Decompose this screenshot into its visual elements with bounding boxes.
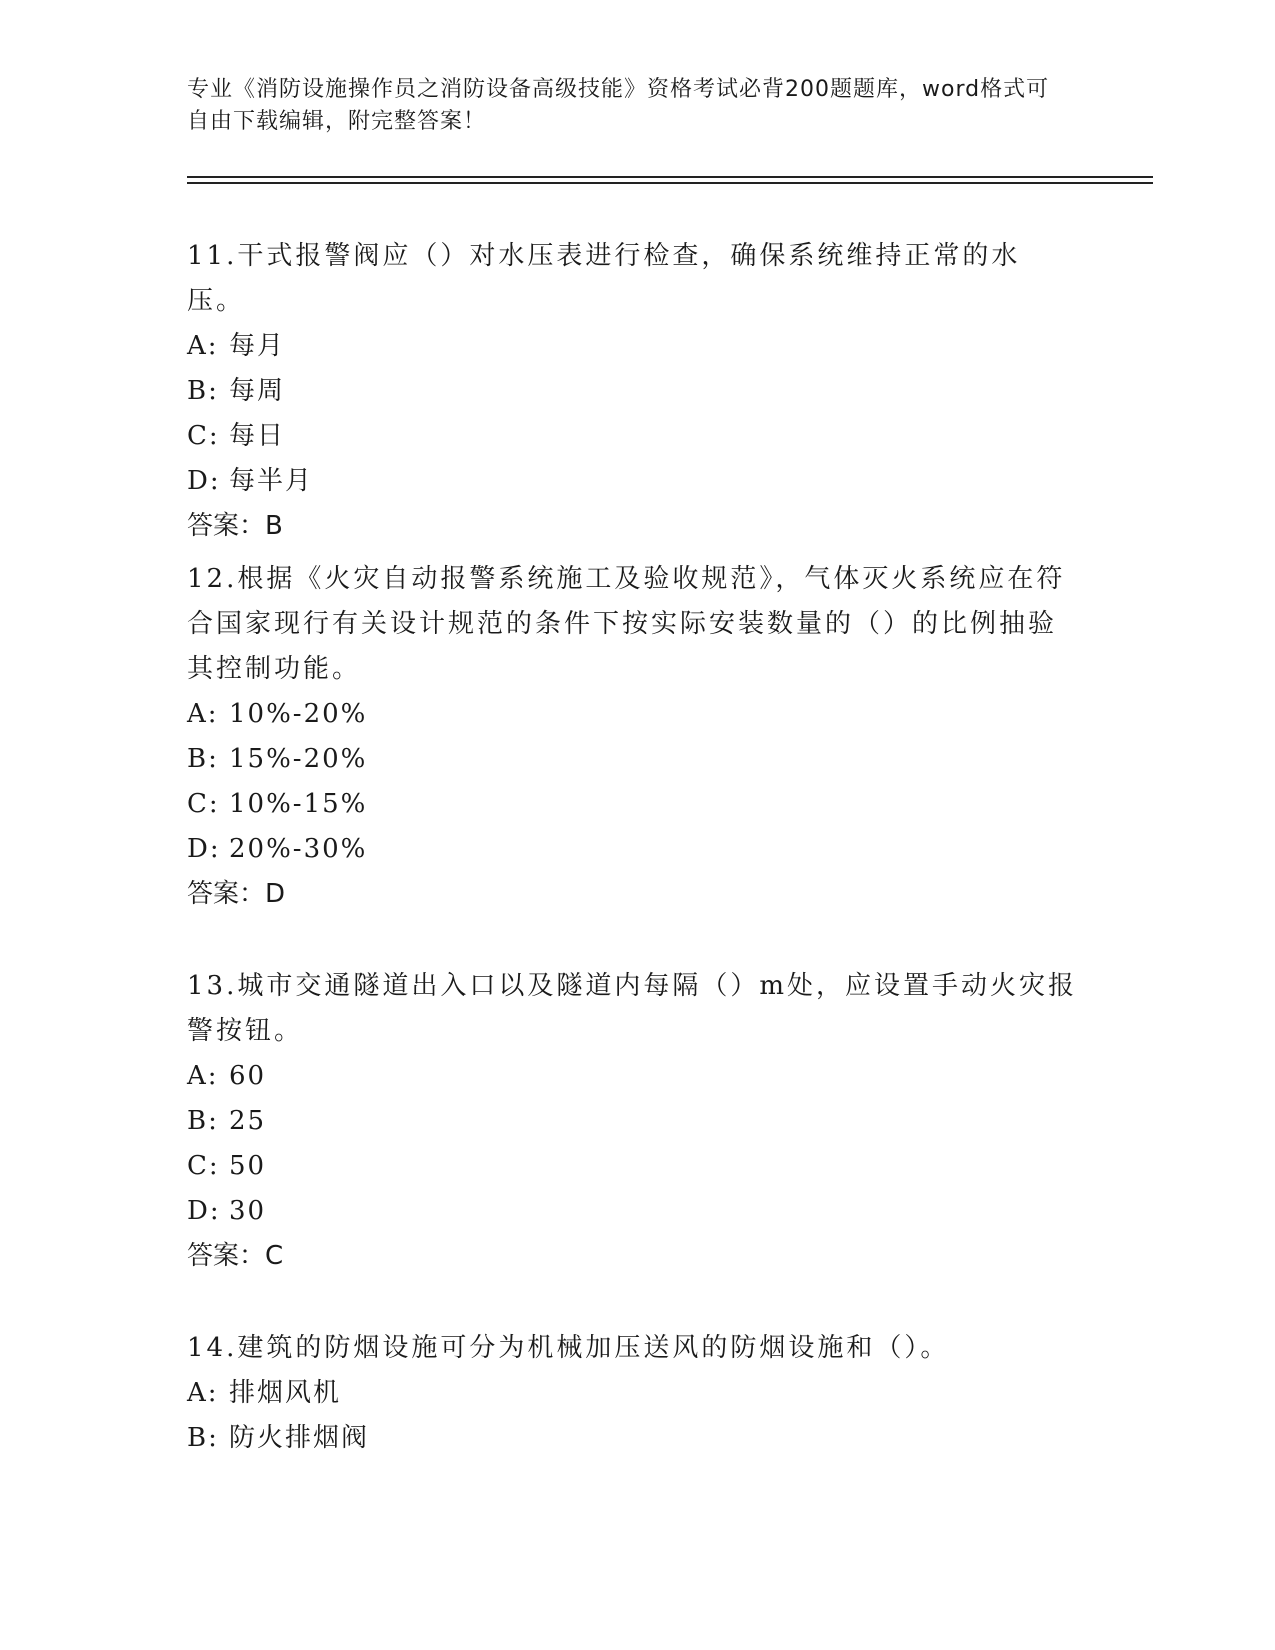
option-text: 60 — [229, 1061, 267, 1091]
question-stem: 13.城市交通隧道出入口以及隧道内每隔（）m处，应设置手动火灾报警按钮。 — [187, 971, 1078, 1046]
option-letter: A: — [187, 699, 219, 729]
option-text: 每月 — [229, 331, 286, 361]
option-letter: D: — [187, 834, 221, 864]
option-letter: B: — [187, 744, 219, 774]
option-text: 15%-20% — [229, 744, 368, 774]
header-divider-bottom — [187, 182, 1153, 184]
answer-line: 答案：B — [187, 511, 283, 541]
option-letter: A: — [187, 1061, 219, 1091]
option-b — [187, 1099, 1077, 1144]
question-stem: 12.根据《火灾自动报警系统施工及验收规范》，气体灭火系统应在符合国家现行有关设计规范的条件下按实际安装数量的（）的比例抽验其控制功能。 — [187, 564, 1066, 684]
option-letter: B: — [187, 376, 219, 406]
option-b — [187, 369, 1077, 414]
option-text: 10%-15% — [229, 789, 368, 819]
option-a — [187, 1371, 1077, 1416]
option-list — [187, 1054, 1077, 1234]
option-d — [187, 459, 1077, 504]
option-letter: A: — [187, 331, 219, 361]
option-letter: D: — [187, 1196, 221, 1226]
question-11 — [187, 234, 1077, 549]
option-text: 50 — [229, 1151, 267, 1181]
option-c — [187, 414, 1077, 459]
document-header: 专业《消防设施操作员之消防设备高级技能》资格考试必背200题题库，word格式可自由下载编辑，附完整答案！ — [187, 77, 1050, 134]
question-14 — [187, 1326, 1077, 1461]
option-list — [187, 692, 1077, 872]
option-a — [187, 1054, 1077, 1099]
header-divider-top — [187, 176, 1153, 178]
option-a — [187, 692, 1077, 737]
option-b — [187, 1416, 1077, 1461]
option-text: 25 — [229, 1106, 267, 1136]
option-c — [187, 782, 1077, 827]
option-text: 20%-30% — [229, 834, 368, 864]
option-letter: C: — [187, 421, 220, 451]
question-13 — [187, 964, 1077, 1279]
answer-line: 答案：C — [187, 1241, 284, 1271]
option-b — [187, 737, 1077, 782]
option-text: 防火排烟阀 — [229, 1423, 370, 1453]
option-letter: D: — [187, 466, 221, 496]
answer-line: 答案：D — [187, 879, 286, 909]
option-letter: B: — [187, 1106, 219, 1136]
option-text: 排烟风机 — [229, 1378, 342, 1408]
option-a — [187, 324, 1077, 369]
option-c — [187, 1144, 1077, 1189]
option-letter: B: — [187, 1423, 219, 1453]
option-text: 每日 — [229, 421, 286, 451]
option-letter: C: — [187, 1151, 220, 1181]
option-text: 每周 — [229, 376, 286, 406]
option-text: 30 — [229, 1196, 267, 1226]
question-stem: 14.建筑的防烟设施可分为机械加压送风的防烟设施和（）。 — [187, 1333, 950, 1363]
option-d — [187, 1189, 1077, 1234]
option-letter: A: — [187, 1378, 219, 1408]
option-d — [187, 827, 1077, 872]
question-stem: 11.干式报警阀应（）对水压表进行检查，确保系统维持正常的水压。 — [187, 241, 1021, 316]
option-text: 每半月 — [229, 466, 314, 496]
option-letter: C: — [187, 789, 220, 819]
option-list — [187, 324, 1077, 504]
option-text: 10%-20% — [229, 699, 368, 729]
question-12 — [187, 557, 1077, 917]
option-list — [187, 1371, 1077, 1461]
